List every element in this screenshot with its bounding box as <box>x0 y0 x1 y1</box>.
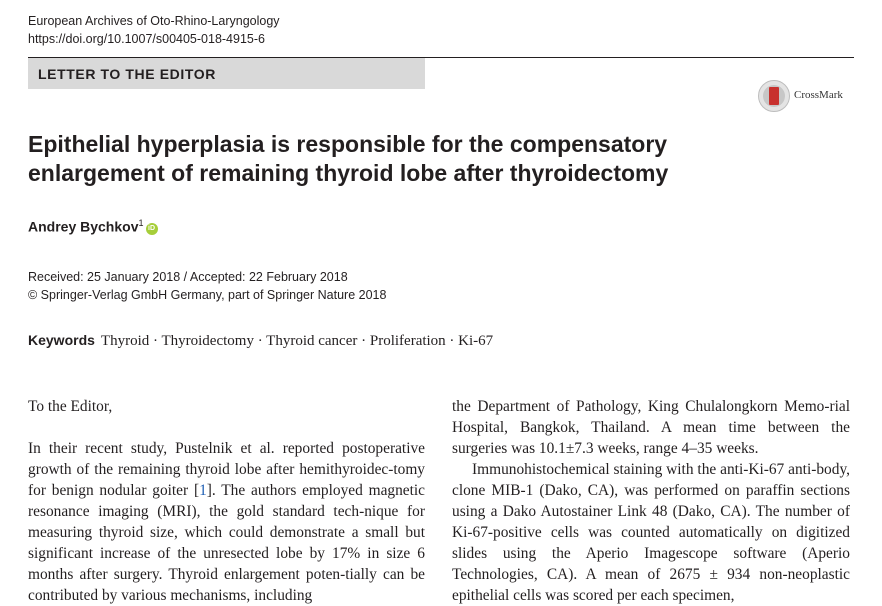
right-paragraph-1: the Department of Pathology, King Chulalongkorn Memo-rial Hospital, Bangkok, Thailand. A mean time between the surgeries was 10.1±7.3 weeks, range 4–35 weeks. <box>452 398 850 457</box>
right-column <box>452 396 850 606</box>
orcid-icon[interactable]: iD <box>146 223 158 235</box>
crossmark-label: CrossMark <box>794 89 843 101</box>
citation-link[interactable]: 1 <box>199 482 207 499</box>
copyright: © Springer-Verlag GmbH Germany, part of Springer Nature 2018 <box>28 288 387 302</box>
left-paragraph-1: In their recent study, Pustelnik et al. reported postoperative growth of the remaining thyroid lobe after hemithyroidec-tomy for benign nodular goiter [1]. The authors employed magnetic resonance imaging (MRI), the gold standard tech-nique for measuring thyroid size, which could demonstrate a small but significant increase of the unresected lobe by 17% in size 6 months after surgery. Thyroid enlargement poten-tially can be contributed by various mechanisms, including <box>28 440 426 604</box>
article-dates <box>28 268 386 304</box>
journal-name: European Archives of Oto-Rhino-Laryngology <box>28 14 280 28</box>
left-column <box>28 396 425 606</box>
salutation: To the Editor, <box>28 398 113 415</box>
crossmark-button[interactable] <box>758 80 854 112</box>
section-label: LETTER TO THE EDITOR <box>38 66 216 82</box>
title-line-1: Epithelial hyperplasia is responsible for the compensatory <box>28 131 668 157</box>
received-accepted: Received: 25 January 2018 / Accepted: 22 February 2018 <box>28 270 348 284</box>
keywords-text: Thyroid · Thyroidectomy · Thyroid cancer · Proliferation · Ki-67 <box>100 333 494 349</box>
crossmark-icon <box>758 80 790 112</box>
doi-link[interactable]: https://doi.org/10.1007/s00405-018-4915-6 <box>28 32 265 46</box>
keywords-line <box>28 332 493 350</box>
author-affiliation-mark: 1 <box>138 218 144 228</box>
title-line-2: enlargement of remaining thyroid lobe after thyroidectomy <box>28 160 669 186</box>
keywords-label: Keywords <box>28 332 95 348</box>
article-title <box>28 130 728 188</box>
section-banner <box>28 58 425 89</box>
author-name[interactable]: Andrey Bychkov <box>28 218 139 235</box>
right-paragraph-2: Immunohistochemical staining with the anti-Ki-67 anti-body, clone MIB-1 (Dako, CA), was performed on paraffin sections using a Dako Autostainer Link 48 (Dako, CA). The number of Ki-67-positive cells was counted automatically on digitized slides using the Aperio Imagescope software (Aperio Technologies, CA). A mean of 2675 ± 934 non-neoplastic epithelial cells was scored per each specimen, <box>452 461 850 604</box>
journal-header <box>28 12 280 48</box>
author-line <box>28 218 158 235</box>
